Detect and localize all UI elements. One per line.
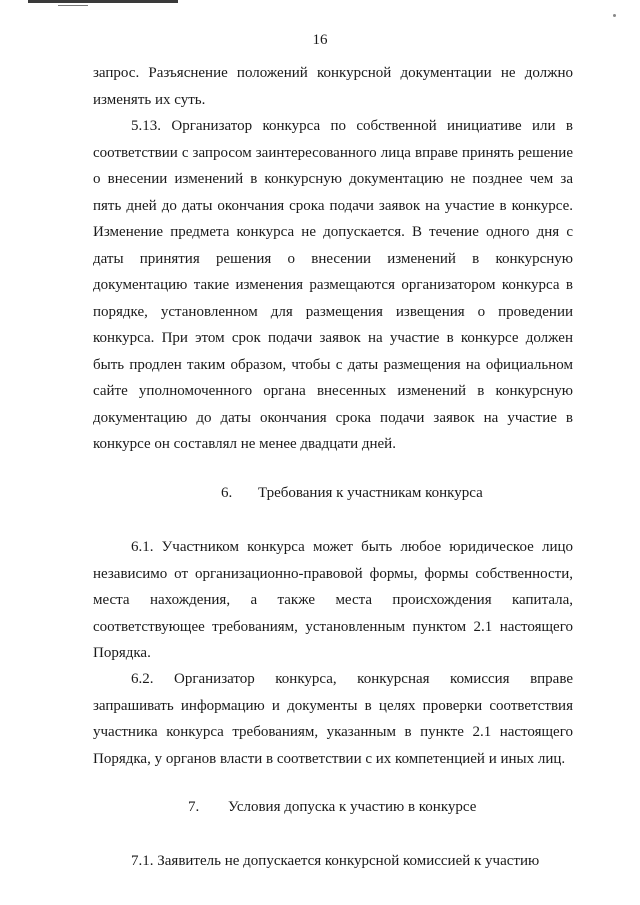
paragraph-7-1: 7.1. Заявитель не допускается конкурсной комиссией к участию — [131, 853, 540, 869]
scan-artifact-line — [58, 5, 88, 6]
section-7-title: Условия допуска к участию в конкурсе — [228, 799, 477, 815]
paragraph-6-2: 6.2. Организатор конкурса, конкурсная комиссия вправе запрашивать информацию и документы в целях проверки соответствия участника конкурса требованиям, указанным в пункте 2.1 настоящего Порядка, у органов власти в соответствии с их компетенцией и иных лиц. — [93, 671, 573, 767]
page-number: 16 — [312, 32, 328, 48]
scan-artifact-dot — [613, 14, 616, 17]
section-6-number: 6. — [221, 485, 233, 501]
section-7-number: 7. — [188, 799, 200, 815]
paragraph-5-13: 5.13. Организатор конкурса по собственной инициативе или в соответствии с запросом заинтересованного лица вправе принять решение о внесении изменений в конкурсную документацию не позднее чем за пять дней до даты окончания срока подачи заявок на участие в конкурсе. Изменение предмета конкурса не допускается. В течение одного дня с даты принятия решения о внесении изменений в конкурсную документацию такие изменения размещаются организатором конкурса в порядке, установленном для размещения извещения о проведении конкурса. При этом срок подачи заявок на участие в конкурсе должен быть продлен таким образом, чтобы с даты размещения на официальном сайте уполномоченного органа внесенных изменений в конкурсную документацию до даты окончания срока подачи заявок на участие в конкурсе он составлял не менее двадцати дней. — [93, 118, 573, 452]
section-6-title: Требования к участникам конкурса — [258, 485, 483, 501]
paragraph-5-12-end: запрос. Разъяснение положений конкурсной документации не должно изменять их суть. — [93, 65, 573, 108]
paragraph-6-1: 6.1. Участником конкурса может быть любое юридическое лицо независимо от организационно-правовой формы, формы собственности, места нахождения, а также места происхождения капитала, соответствующее требованиям, установленным пунктом 2.1 настоящего Порядка. — [93, 539, 573, 661]
scan-artifact-line — [28, 0, 178, 3]
